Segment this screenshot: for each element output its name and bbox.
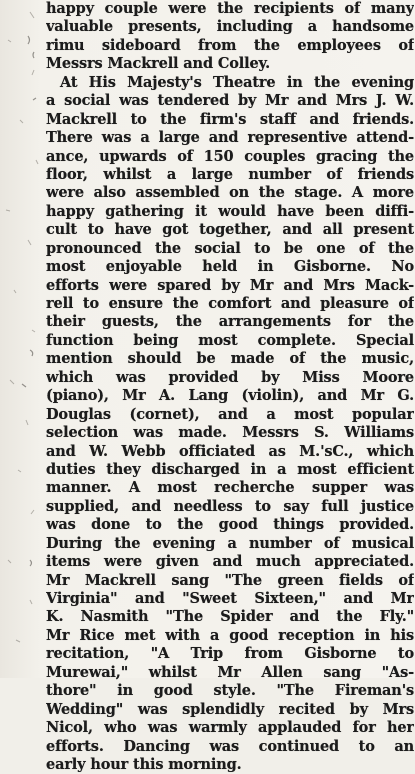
article-line: efforts. Dancing was continued to an	[46, 737, 414, 755]
article-line: Mackrell to the firm's staff and friends.	[46, 110, 414, 128]
article-line: rell to ensure the comfort and pleasure of	[46, 295, 414, 312]
article-line: Douglas (cornet), and a most popular	[46, 405, 414, 423]
article-line: At His Majesty's Theatre in the evening	[60, 73, 414, 91]
article-line: Nicol, who was warmly applauded for her	[46, 719, 414, 737]
article-line: There was a large and representive attend-	[46, 129, 414, 147]
article-line: thore" in good style. "The Fireman's	[46, 682, 414, 700]
article-line: rimu sideboard from the employees of	[46, 36, 414, 54]
article-line: their guests, the arrangements for the	[46, 313, 414, 331]
article-line: selection was made. Messrs S. Williams	[46, 424, 414, 442]
article-line: Mr Rice met with a good reception in his	[46, 626, 414, 644]
article-line: was done to the good things provided.	[46, 516, 414, 534]
article-line: K. Nasmith "The Spider and the Fly."	[46, 608, 414, 626]
article-line: Wedding" was splendidly recited by Mrs	[46, 700, 414, 718]
article-line: cult to have got together, and all present	[46, 221, 414, 239]
article-line: efforts were spared by Mr and Mrs Mack-	[46, 276, 414, 294]
article-line: function being most complete. Special	[46, 331, 414, 349]
article-line: Mr Mackrell sang "The green fields of	[46, 571, 414, 589]
torn-margin-speckle	[0, 0, 42, 678]
article-line: During the evening a number of musical	[46, 534, 414, 552]
article-line: a social was tendered by Mr and Mrs J. W.	[46, 92, 414, 110]
article-line: duties they discharged in a most efficient	[46, 460, 414, 478]
article-line: which was provided by Miss Moore	[46, 368, 414, 386]
article-line: pronounced the social to be one of the	[46, 239, 414, 257]
article-line: happy gathering it would have been diffi-	[46, 202, 414, 220]
article-line: supplied, and needless to say full justice	[46, 497, 414, 515]
article-line: (piano), Mr A. Lang (violin), and Mr G.	[46, 387, 414, 405]
article-line: were also assembled on the stage. A more	[46, 184, 414, 202]
article-line: mention should be made of the music,	[46, 350, 414, 368]
article-line: recitation, "A Trip from Gisborne to	[46, 645, 414, 663]
article-line: manner. A most recherche supper was	[46, 479, 414, 497]
article-line: Murewai," whilst Mr Allen sang "As-	[46, 663, 414, 681]
article-text	[46, 0, 414, 774]
article-line: most enjoyable held in Gisborne. No	[46, 258, 414, 276]
article-line: and W. Webb officiated as M.'sC., which	[46, 442, 414, 460]
article-line: Virginia" and "Sweet Sixteen," and Mr	[46, 590, 414, 607]
article-line: Messrs Mackrell and Colley.	[46, 55, 271, 73]
article-line: happy couple were the recipients of many	[46, 0, 414, 17]
article-line: ance, upwards of 150 couples gracing the	[46, 147, 414, 165]
article-line: floor, whilst a large number of friends	[46, 165, 414, 183]
article-line: items were given and much appreciated.	[46, 553, 414, 571]
article-line: valuable presents, including a handsome	[46, 18, 414, 36]
article-line: early hour this morning.	[46, 755, 242, 773]
